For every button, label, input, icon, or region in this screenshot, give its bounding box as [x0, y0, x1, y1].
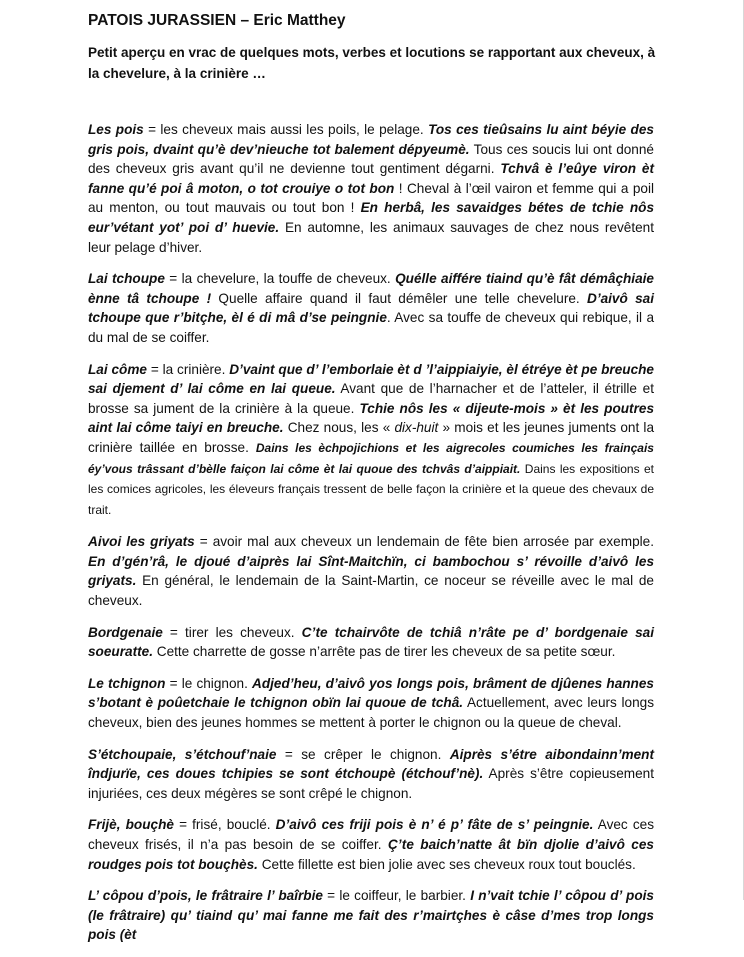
french-text: En automne, les animaux sauvages de chez nous revêtent leur pelage d’hiver. — [88, 219, 655, 255]
patois-example: Tchie nôs les « dijeute-mois » èt les poutres aint lai côme taiyi en breuche. — [88, 400, 654, 436]
french-text: = la chevelure, la touffe de cheveux. — [164, 271, 396, 287]
french-text: = frisé, bouclé. — [173, 817, 276, 833]
french-text: Tous ces soucis lui ont donné des cheveux gris avant qu’il ne devienne tout gentiment dégarni. — [88, 141, 654, 177]
document-subtitle: Petit aperçu en vrac de quelques mots, verbes et locutions se rapportant aux cheveux, à la chevelure, à la crinière … — [88, 45, 656, 81]
french-text: dix-huit — [394, 420, 439, 436]
glossary-term: Frijè, bouçhè — [88, 817, 174, 833]
glossary-term: S’étchoupaie, s’étchouf’naie — [88, 746, 277, 762]
patois-example: I n’vait tchie l’ côpou d’ pois (le frâtraire) qu’ tiaind qu’ mai fanne me fait des r’mairtçhes è câse d’mes trop longs pois (èt — [88, 888, 654, 943]
french-text: Chez nous, les « — [283, 420, 395, 436]
glossary-paragraph — [88, 886, 654, 945]
document-body — [88, 120, 654, 957]
glossary-term: Aivoi les griyats — [88, 534, 195, 550]
patois-example: Ç’te baich’natte ât bïn djolie d’aivô ces roudges pois tot bouçhès. — [88, 837, 654, 872]
french-text: ! Cheval à l’œil vairon et femme qui a poil au menton, ou tout mauvais ou tout bon ! — [88, 180, 654, 216]
french-text: » mois et les jeunes juments ont la crinière taillée en brosse. — [88, 420, 655, 455]
glossary-term: Bordgenaie — [88, 624, 163, 640]
patois-example: C’te tchairvôte de tchiâ n’râte pe d’ bordgenaie sai soeuratte. — [88, 624, 654, 660]
glossary-paragraph — [88, 532, 654, 610]
patois-example: En herbâ, les savaidges bétes de tchie nôs eur’vétant yot’ poi d’ huevie. — [88, 200, 655, 235]
glossary-term: L’ côpou d’pois, le frâtraire l’ baîrbie — [88, 888, 323, 904]
french-text: Cette fillette est bien jolie avec ses cheveux roux tout bouclés. — [257, 856, 636, 872]
french-text: Cette charrette de gosse n’arrête pas de tirer les cheveux de sa petite sœur. — [152, 644, 616, 660]
french-text: Avec ces cheveux frisés, il n’a pas besoin de se coiffer. — [88, 817, 654, 852]
french-text: = les cheveux mais aussi les poils, le pelage. — [143, 122, 429, 137]
patois-example: En d’gén’râ, le djoué d’aiprès lai Sînt-Maitchïn, ci bambochou s’ révoille d’aivô les griyats. — [88, 553, 654, 589]
french-text: = tirer les cheveux. — [162, 624, 302, 640]
patois-example: Adjed’heu, d’aivô yos longs pois, brâment de djûenes hannes s’botant è poûetchaie le tchignon obïn lai quoue de tchâ. — [88, 675, 654, 711]
patois-example: Tos ces tieûsains lu aint béyie des gris pois, dvaint qu’è dev’nieuche tot balement dépyeumè. — [88, 122, 654, 157]
glossary-paragraph — [88, 360, 654, 521]
french-text: = le chignon. — [165, 675, 253, 691]
glossary-paragraph — [88, 120, 654, 257]
glossary-paragraph — [88, 674, 654, 733]
patois-example: Aiprès s’étre aibondainn’ment îndjurïe, ces doues tchipies se sont étchoupè (étchouf’nè). — [88, 746, 654, 782]
document-title: PATOIS JURASSIEN – Eric Matthey — [88, 12, 346, 29]
french-text: = la crinière. — [147, 361, 230, 377]
french-text: . Avec sa touffe de cheveux qui rebique, il a du mal de se coiffer. — [88, 310, 655, 345]
french-text: Après s’être copieusement injuriées, ces deux mégères se sont crêpé le chignon. — [88, 766, 654, 801]
glossary-paragraph — [88, 745, 654, 804]
patois-example: D’aivô ces friji pois è n’ é p’ fâte de s’ peingnie. — [275, 817, 594, 833]
glossary-term: Lai tchoupe — [88, 271, 165, 287]
glossary-term: Le tchignon — [88, 675, 166, 691]
french-text: En général, le lendemain de la Saint-Martin, ce noceur se réveille avec le mal de cheveux. — [88, 573, 654, 609]
french-text: Avant que de l’harnacher et de l’atteler, il étrille et brosse sa jument de la crinière à la queue. — [88, 381, 654, 416]
patois-example: D’aivô sai tchoupe que r’bitçhe, èl é di mâ d’se peingnie — [88, 290, 654, 326]
glossary-term: Les pois — [88, 122, 144, 137]
patois-example: Quélle aifférе tiaind qu’è fât démâçhiaie ènne tâ tchoupe ! — [88, 271, 654, 306]
glossary-paragraph — [88, 815, 654, 874]
french-text: = se crêper le chignon. — [276, 746, 450, 762]
patois-example: Tchvâ è l’eûye viron èt fanne qu’é poi â moton, o tot crouiye o tot bon — [88, 161, 655, 196]
french-text: = le coiffeur, le barbier. — [322, 888, 471, 904]
french-text: Dains les expositions et les comices agricoles, les éleveurs français tressent de belle façon la crinière et la queue des chevaux de trait. — [88, 461, 655, 517]
patois-example: Dains les èchpojichions et les aigrecoles coumiches les frainçais éy’vous trâssant d’bèlle faiçon lai côme èt lai quoue des tchvâs d’aippiait. — [88, 440, 654, 476]
french-text: Quelle affaire quand il faut démêler une telle chevelure. — [211, 290, 587, 306]
french-text: = avoir mal aux cheveux un lendemain de fête bien arrosée par exemple. — [194, 534, 654, 550]
patois-example: D’vaint que d’ l’emborlaie èt d ’l’aippiaiyie, èl étréye èt pe breuche sai djement d’ lai côme en lai queue. — [88, 361, 654, 397]
glossary-paragraph — [88, 269, 654, 347]
french-text: Actuellement, avec leurs longs cheveux, bien des jeunes hommes se mettent à porter le chignon ou la queue de cheval. — [88, 695, 654, 731]
glossary-paragraph — [88, 623, 654, 662]
glossary-term: Lai côme — [88, 361, 147, 377]
